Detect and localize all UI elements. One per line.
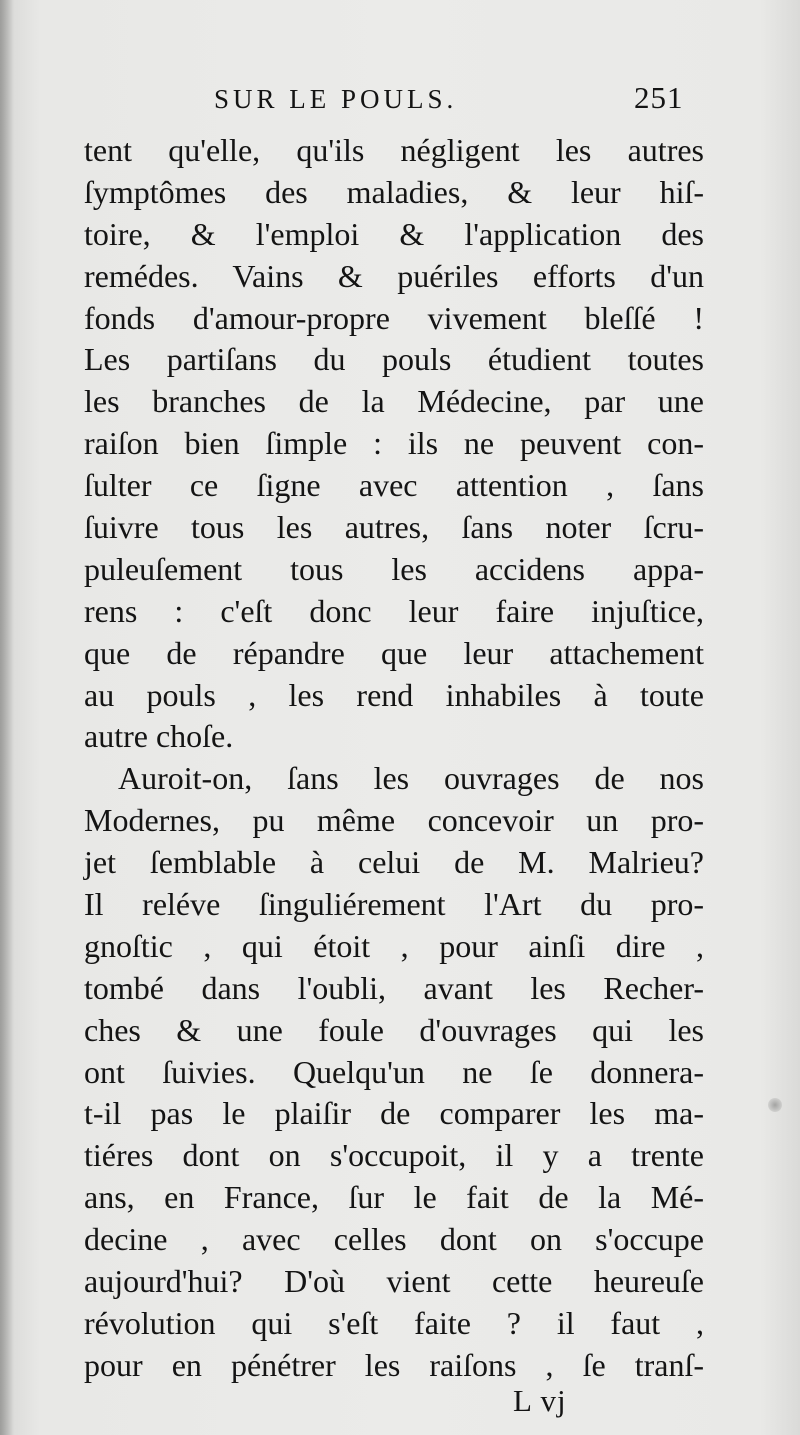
paper-speck bbox=[768, 1098, 782, 1112]
text-line: rens : c'eſt donc leur faire injuſtice, bbox=[84, 592, 704, 629]
gutter-shadow bbox=[0, 0, 14, 1435]
text-line: gnoſtic , qui étoit , pour ainſi dire , bbox=[84, 927, 704, 964]
text-line: tent qu'elle, qu'ils négligent les autres bbox=[84, 132, 704, 168]
text-line: que de répandre que leur attachement bbox=[84, 634, 704, 671]
paragraph-2 bbox=[84, 758, 704, 1386]
page-number: 251 bbox=[634, 80, 684, 115]
text-line: ont ſuivies. Quelqu'un ne ſe donnera- bbox=[84, 1053, 704, 1090]
text-line: toire, & l'emploi & l'application des bbox=[84, 215, 704, 252]
signature-mark: L vj bbox=[513, 1383, 567, 1418]
text-line: ſymptômes des maladies, & leur hiſ- bbox=[84, 173, 704, 210]
text-line: pour en pénétrer les raiſons , ſe tranſ- bbox=[84, 1346, 704, 1383]
text-line: t-il pas le plaiſir de comparer les ma- bbox=[84, 1095, 704, 1132]
text-line: Modernes, pu même concevoir un pro- bbox=[84, 802, 704, 839]
text-line: fonds d'amour-propre vivement bleſſé ! bbox=[84, 299, 704, 336]
text-line: tiéres dont on s'occupoit, il y a trente bbox=[84, 1137, 704, 1174]
text-line: decine , avec celles dont on s'occupe bbox=[84, 1221, 704, 1258]
text-line: remédes. Vains & puériles efforts d'un bbox=[84, 257, 704, 294]
text-line: au pouls , les rend inhabiles à toute bbox=[84, 676, 704, 713]
text-line: autre choſe. bbox=[84, 718, 234, 755]
text-line: les branches de la Médecine, par une bbox=[84, 383, 704, 420]
text-line: ſuivre tous les autres, ſans noter ſcru- bbox=[84, 509, 704, 546]
text-line: révolution qui s'eſt faite ? il faut , bbox=[84, 1304, 704, 1341]
body-text bbox=[84, 130, 704, 1387]
text-line: puleuſement tous les accidens appa- bbox=[84, 550, 704, 587]
text-line: aujourd'hui? D'où vient cette heureuſe bbox=[84, 1263, 704, 1300]
text-line: ans, en France, ſur le fait de la Mé- bbox=[84, 1179, 704, 1216]
text-line: Auroit-on, ſans les ouvrages de nos bbox=[118, 760, 704, 797]
text-line: ſulter ce ſigne avec attention , ſans bbox=[84, 467, 704, 504]
text-line: tombé dans l'oubli, avant les Recher- bbox=[84, 969, 704, 1006]
paragraph-1 bbox=[84, 130, 704, 758]
running-head: SUR LE POULS. bbox=[214, 84, 458, 114]
text-line: Il reléve ſinguliérement l'Art du pro- bbox=[84, 886, 704, 923]
text-line: jet ſemblable à celui de M. Malrieu? bbox=[84, 844, 704, 881]
text-line: ches & une foule d'ouvrages qui les bbox=[84, 1011, 704, 1048]
text-line: raiſon bien ſimple : ils ne peuvent con- bbox=[84, 425, 704, 462]
text-line: Les partiſans du pouls étudient toutes bbox=[84, 341, 704, 378]
